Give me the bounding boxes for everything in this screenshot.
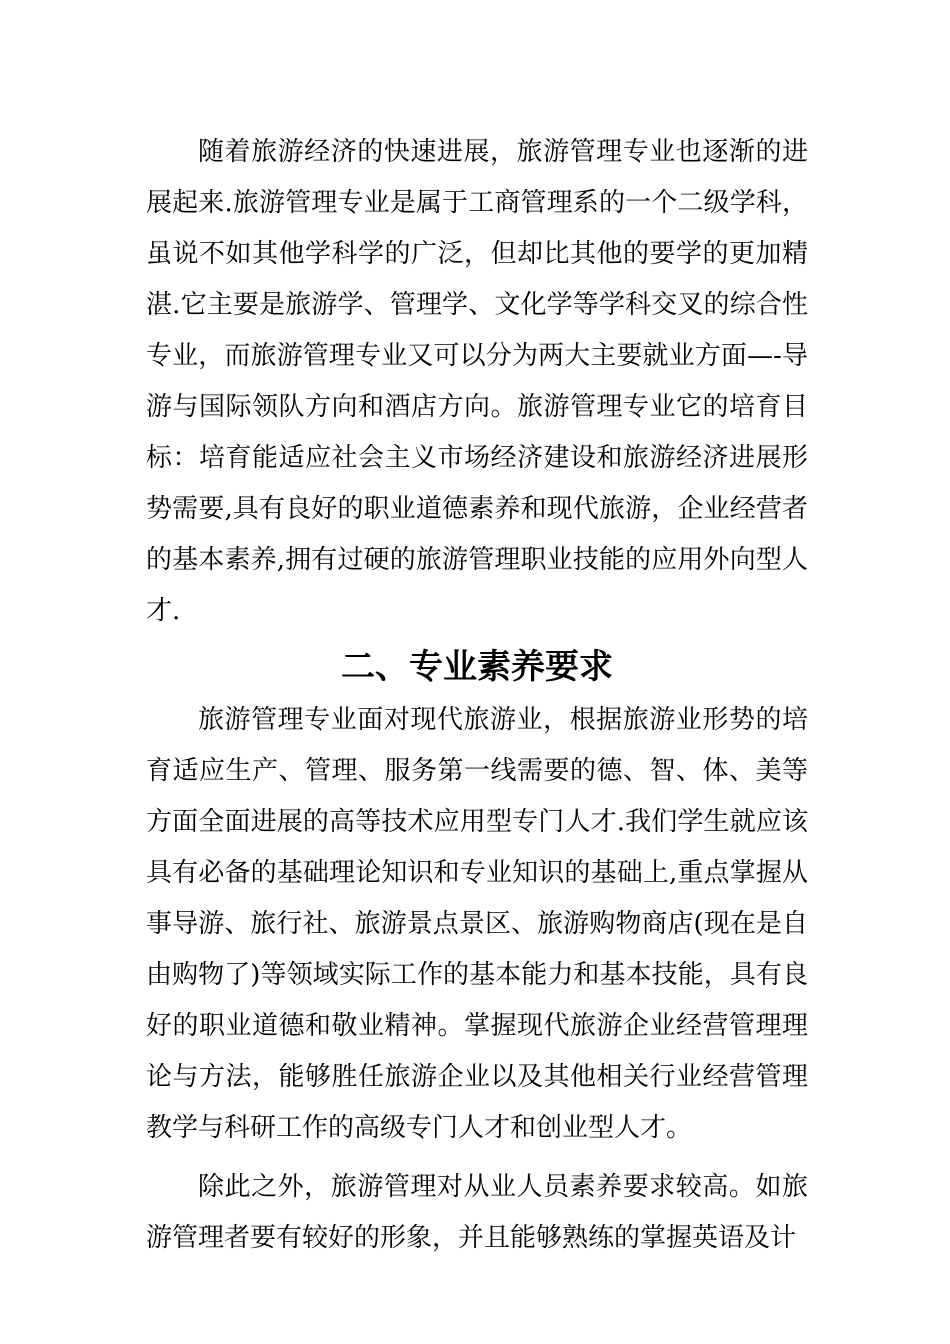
section-heading: 二、专业素养要求 <box>341 647 613 687</box>
paragraph-intro: 随着旅游经济的快速进展，旅游管理专业也逐渐的进展起来.旅游管理专业是属于工商管理系的一个二级学科，虽说不如其他学科学的广泛，但却比其他的要学的更加精湛.它主要是旅游学、管理学、文化学等学科交叉的综合性专业，而旅游管理专业又可以分为两大主要就业方面—-导游与国际领队方向和酒店方向。旅游管理专业它的培育目标：培育能适应社会主义市场经济建设和旅游经济进展形势需要,具有良好的职业道德素养和现代旅游，企业经营者的基本素养,拥有过硬的旅游管理职业技能的应用外向型人才. <box>146 137 808 626</box>
paragraph-requirements: 旅游管理专业面对现代旅游业，根据旅游业形势的培育适应生产、管理、服务第一线需要的德、智、体、美等方面全面进展的高等技术应用型专门人才.我们学生就应该具有必备的基础理论知识和专业知识的基础上,重点掌握从事导游、旅行社、旅游景点景区、旅游购物商店(现在是自由购物了)等领域实际工作的基本能力和基本技能，具有良好的职业道德和敬业精神。掌握现代旅游企业经营管理理论与方法，能够胜任旅游企业以及其他相关行业经营管理教学与科研工作的高级专门人才和创业型人才。 <box>146 705 808 1143</box>
document-body <box>146 127 808 1264</box>
paragraph-additional: 除此之外，旅游管理对从业人员素养要求较高。如旅游管理者要有较好的形象，并且能够熟练的掌握英语及计 <box>146 1172 808 1253</box>
